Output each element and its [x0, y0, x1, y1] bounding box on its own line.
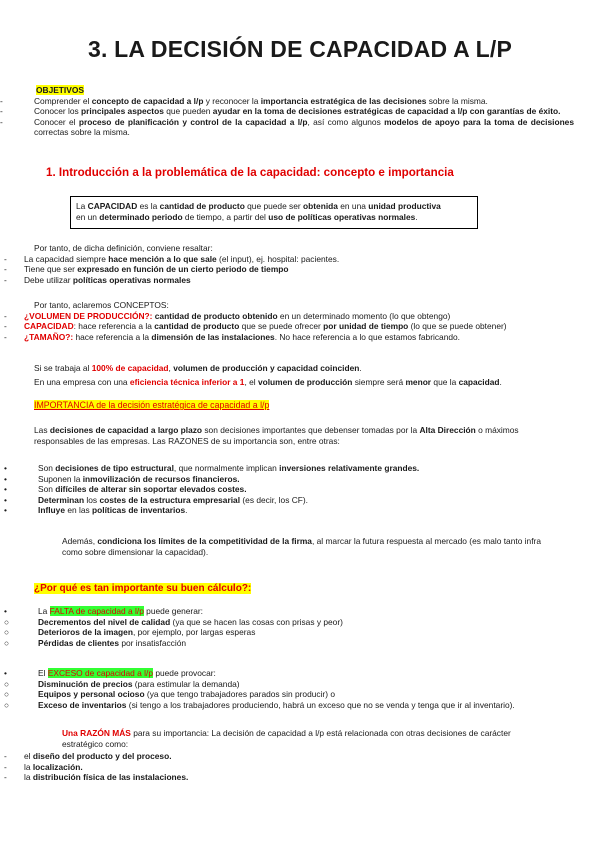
- razon-item: • Son decisiones de tipo estructural, que normalmente implican inversiones relativamente grandes.: [4, 463, 420, 473]
- razon-mas-item: - la distribución física de las instalaciones.: [4, 772, 189, 782]
- exceso-highlight: EXCESO de capacidad a l/p: [47, 668, 153, 678]
- falta-block: [0, 606, 590, 648]
- conceptos-intro: Por tanto, aclaremos CONCEPTOS:: [34, 300, 169, 310]
- calculo-question-block: [34, 578, 251, 596]
- objetivos-block: [0, 85, 574, 138]
- razon-mas-item: - el diseño del producto y del proceso.: [4, 751, 172, 761]
- falta-intro: • La FALTA de capacidad a l/p puede generar:: [4, 606, 203, 616]
- importancia-heading: IMPORTANCIA de la decisión estratégica de capacidad a l/p: [34, 400, 270, 410]
- resaltar-item: - Tiene que ser expresado en función de un cierto periodo de tiempo: [4, 264, 289, 274]
- concepto-item: - CAPACIDAD: hace referencia a la cantidad de producto que se puede ofrecer por unidad de tiempo (lo que se puede obtener): [4, 321, 507, 331]
- falta-item: ○ Pérdidas de clientes por insatisfacción: [4, 637, 187, 648]
- eficiencia-paragraphs: [34, 363, 584, 387]
- exceso-item: ○ Exceso de inventarios (si tengo a los trabajadores produciendo, habrá un exceso que no se venda y tenga que ir al inventario).: [4, 699, 515, 710]
- razon-items-list: [0, 751, 590, 783]
- exceso-item: ○ Disminución de precios (para estimular la demanda): [4, 678, 240, 689]
- razon-item: • Suponen la inmovilización de recursos financieros.: [4, 473, 240, 484]
- exceso-block: [0, 668, 595, 710]
- conceptos-block: [0, 300, 590, 342]
- objetivo-item: - Conocer el proceso de planificación y control de la capacidad a l/p, así como algunos modelos de apoyo para la toma de decisiones correctas sobre la misma.: [0, 116, 574, 137]
- falta-item: ○ Decrementos del nivel de calidad (ya que se hacen las cosas con prisas y peor): [4, 616, 343, 627]
- para-eficiencia: En una empresa con una eficiencia técnica inferior a 1, el volumen de producción siempre será menor que la capacidad.: [34, 376, 502, 387]
- objetivos-label: OBJETIVOS: [36, 85, 84, 95]
- objetivo-item: - Comprender el concepto de capacidad a l/p y reconocer la importancia estratégica de las decisiones sobre la misma.: [0, 95, 488, 106]
- importancia-heading-block: [34, 400, 269, 411]
- razon-item: • Influye en las políticas de inventarios.: [4, 505, 188, 515]
- resaltar-item: - La capacidad siempre hace mención a lo que sale (el input), ej. hospital: pacientes.: [4, 253, 340, 264]
- section-1-title: 1. Introducción a la problemática de la capacidad: concepto e importancia: [46, 166, 454, 179]
- objetivo-item: - Conocer los principales aspectos que pueden ayudar en la toma de decisiones estratégicas de capacidad a l/p con garantías de éxito.: [0, 106, 561, 116]
- razon-mas-paragraph: Una RAZÓN MÁS para su importancia: La decisión de capacidad a l/p está relacionada con otras decisiones de carácter estratégico como:: [62, 728, 511, 749]
- capacity-definition-box: La CAPACIDAD es la cantidad de producto que puede ser obtenida en una unidad productiva en un determinado periodo de tiempo, a partir del uso de políticas operativas normales.: [70, 196, 478, 229]
- exceso-intro: • El EXCESO de capacidad a l/p puede provocar:: [4, 668, 216, 678]
- para-100: Si se trabaja al 100% de capacidad, volumen de producción y capacidad coinciden.: [34, 363, 362, 373]
- falta-item: ○ Deterioros de la imagen, por ejemplo, por largas esperas: [4, 627, 256, 637]
- exceso-item: ○ Equipos y personal ocioso (ya que tengo trabajadores parados sin producir) o: [4, 689, 335, 699]
- razon-item: • Son difíciles de alterar sin soportar elevados costes.: [4, 484, 247, 494]
- falta-highlight: FALTA de capacidad a l/p: [49, 606, 144, 616]
- resaltar-item: - Debe utilizar políticas operativas normales: [4, 274, 191, 285]
- calculo-question: ¿Por qué es tan importante su buen cálculo?:: [34, 583, 252, 594]
- ademas-paragraph: Además, condiciona los límites de la competitividad de la firma, al marcar la futura respuesta al mercado (es malo tanto infra como sobre dimensionar la capacidad).: [62, 536, 541, 557]
- razones-list: [0, 463, 590, 516]
- concepto-item: - ¿TAMAÑO?: hace referencia a la dimensión de las instalaciones. No hace referencia a lo que estamos fabricando.: [4, 331, 461, 342]
- concepto-item: - ¿VOLUMEN DE PRODUCCIÓN?: cantidad de producto obtenido en un determinado momento (lo que obtengo): [4, 310, 451, 321]
- page-title: 3. LA DECISIÓN DE CAPACIDAD A L/P: [87, 36, 513, 62]
- resaltar-intro: Por tanto, de dicha definición, conviene resaltar:: [34, 243, 213, 253]
- importancia-intro: Las decisiones de capacidad a largo plazo son decisiones importantes que debenser tomadas por la Alta Dirección o máximos responsables de las empresas. Las RAZONES de su importancia son, entre otras:: [34, 425, 519, 446]
- resaltar-block: [0, 243, 580, 285]
- razon-mas-item: - la localización.: [4, 761, 83, 772]
- razon-item: • Determinan los costes de la estructura empresarial (es decir, los CF).: [4, 494, 308, 505]
